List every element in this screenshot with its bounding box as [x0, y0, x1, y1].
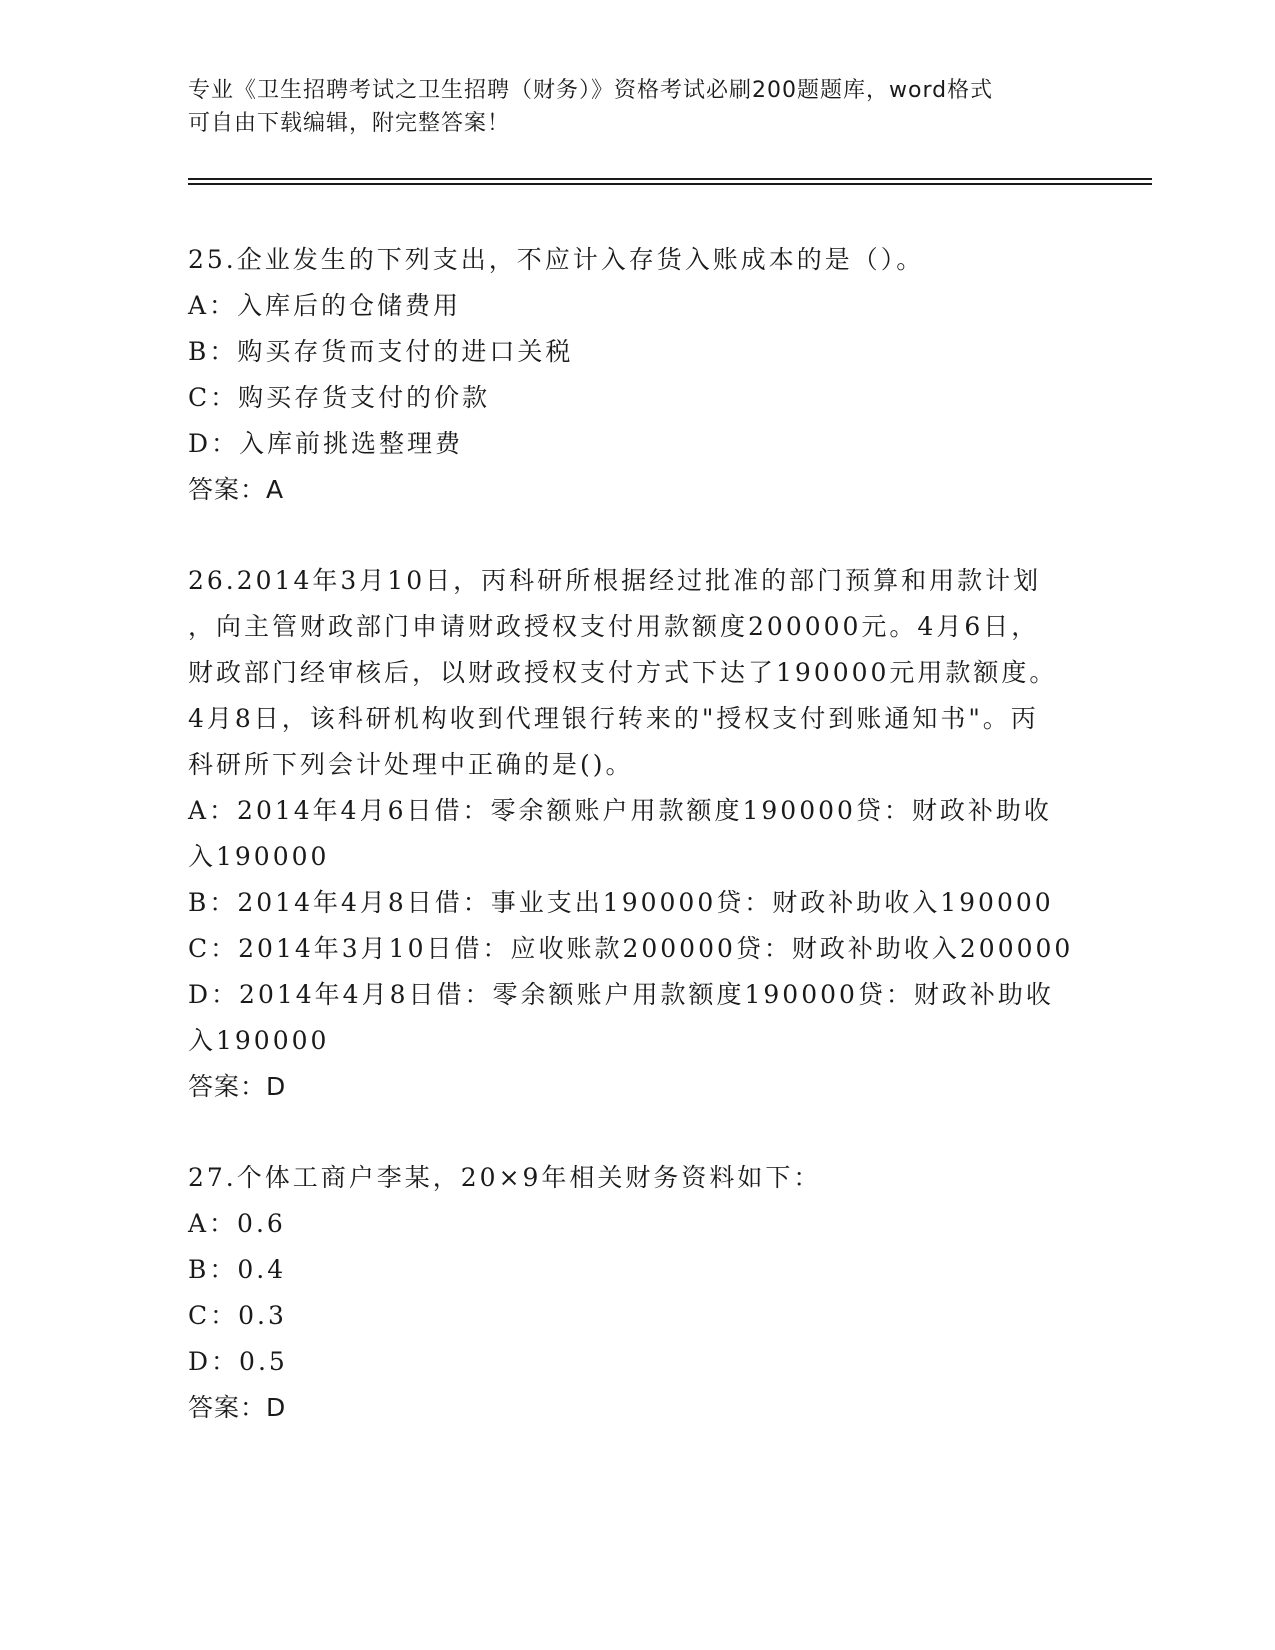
option-b: B：购买存货而支付的进口关税: [188, 337, 574, 366]
question-stem: [188, 237, 1078, 283]
option-line: D：2014年4月8日借：零余额账户用款额度190000贷：财政补助收: [188, 980, 1054, 1009]
question-27: [188, 1155, 1078, 1431]
answer-line: 答案：D: [188, 1393, 287, 1422]
page-header: [188, 74, 1088, 140]
option-d: D：0.5: [188, 1347, 288, 1376]
option-d: D：入库前挑选整理费: [188, 429, 464, 458]
question-list: [188, 237, 1078, 1431]
option-a: A：0.6: [188, 1209, 286, 1238]
question-25: [188, 237, 1078, 513]
answer-line: 答案：A: [188, 475, 285, 504]
question-stem: [188, 558, 1078, 788]
option-line: 入190000: [188, 1026, 330, 1055]
option-c: C：购买存货支付的价款: [188, 383, 491, 412]
question-stem: [188, 1155, 1078, 1201]
option-b: B：0.4: [188, 1255, 287, 1284]
option-c: C：0.3: [188, 1301, 287, 1330]
option-c: C：2014年3月10日借：应收账款200000贷：财政补助收入200000: [188, 934, 1074, 963]
stem-line: 财政部门经审核后，以财政授权支付方式下达了190000元用款额度。: [188, 658, 1058, 687]
header-divider-top: [188, 178, 1152, 180]
stem-line: 25.企业发生的下列支出，不应计入存货入账成本的是（）。: [188, 245, 925, 274]
option-a: A：入库后的仓储费用: [188, 291, 462, 320]
header-line-2: 可自由下载编辑，附完整答案！: [188, 111, 511, 136]
option-a: [188, 788, 1078, 880]
header-divider-bottom: [188, 183, 1152, 185]
header-line-1: 专业《卫生招聘考试之卫生招聘（财务）》资格考试必刷200题题库，word格式: [188, 78, 994, 103]
stem-line: ，向主管财政部门申请财政授权支付用款额度200000元。4月6日，: [188, 612, 1040, 641]
question-26: [188, 558, 1078, 1110]
option-line: A：2014年4月6日借：零余额账户用款额度190000贷：财政补助收: [188, 796, 1052, 825]
stem-line: 27.个体工商户李某，20×9年相关财务资料如下：: [188, 1163, 822, 1192]
stem-line: 26.2014年3月10日，丙科研所根据经过批准的部门预算和用款计划: [188, 566, 1042, 595]
answer-line: 答案：D: [188, 1072, 287, 1101]
stem-line: 科研所下列会计处理中正确的是()。: [188, 750, 634, 779]
stem-line: 4月8日，该科研机构收到代理银行转来的"授权支付到账通知书"。丙: [188, 704, 1039, 733]
option-d: [188, 972, 1078, 1064]
option-line: 入190000: [188, 842, 330, 871]
option-b: B：2014年4月8日借：事业支出190000贷：财政补助收入190000: [188, 888, 1054, 917]
